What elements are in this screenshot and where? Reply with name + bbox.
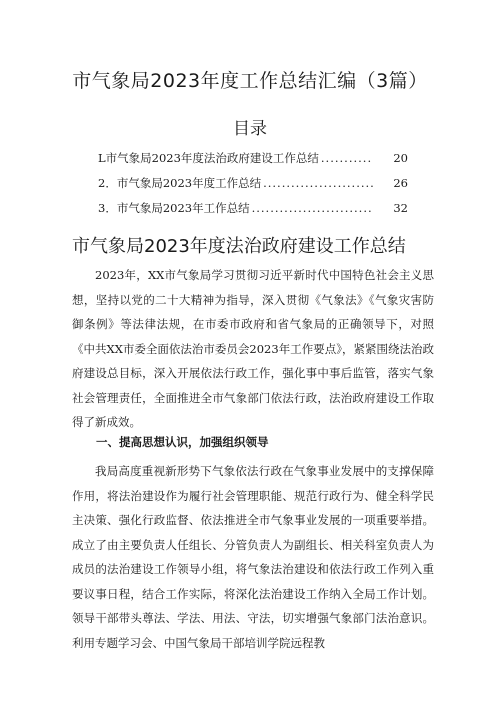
section-subheading: 一、提高思想认识，加强组织领导: [96, 435, 269, 449]
toc-item-text: 3．市气象局2023年工作总结: [98, 201, 250, 215]
toc-leader-dots: ........................: [263, 176, 375, 190]
toc-item-page: 26: [393, 176, 408, 190]
toc-leader-dots: ...........: [320, 151, 373, 165]
toc-item[interactable]: [98, 200, 408, 225]
table-of-contents: [98, 150, 408, 225]
document-title: 市气象局2023年度工作总结汇编（3篇）: [72, 70, 428, 92]
toc-heading: 目录: [233, 119, 267, 139]
toc-item-text: 2．市气象局2023年度工作总结: [98, 176, 262, 190]
toc-item-page: 20: [393, 151, 408, 165]
toc-item-page: 32: [393, 201, 408, 215]
body-paragraph: 我局高度重视新形势下气象依法行政在气象事业发展中的支撑保障作用，将法治建设作为履行社会管理职能、规范行政行为、健全科学民主决策、强化行政监督、依法推进全市气象事业发展的一项重要举措。成立了由主要负责人任组长、分管负责人为副组长、相关科室负责人为成员的法治建设工作领导小组，将气象法治建设和依法行政工作列入重要议事日程，结合工作实际，将深化法治建设工作纳入全局工作计划。领导干部带头尊法、学法、用法、守法，切实增强气象部门法治意识。利用专题学习会、中国气象局干部培训学院远程教: [72, 464, 434, 650]
toc-item-text: L市气象局2023年度法治政府建设工作总结: [98, 151, 319, 165]
body-paragraph: 2023年，XX市气象局学习贯彻习近平新时代中国特色社会主义思想，坚持以党的二十大精神为指导，深入贯彻《气象法》《气象灾害防御条例》等法律法规，在市委市政府和省气象局的正确领导下，对照《中共XX市委全面依法治市委员会2023年工作要点》，紧紧围绕法治政府建设总目标，深入开展依法行政工作，强化事中事后监管，落实气象社会管理责任，全面推进全市气象部门依法行政，法治政府建设工作取得了新成效。: [72, 268, 434, 429]
toc-leader-dots: ..........................: [251, 201, 373, 215]
toc-item[interactable]: [98, 150, 408, 175]
section-title: 市气象局2023年度法治政府建设工作总结: [72, 236, 406, 257]
toc-item[interactable]: [98, 175, 408, 200]
